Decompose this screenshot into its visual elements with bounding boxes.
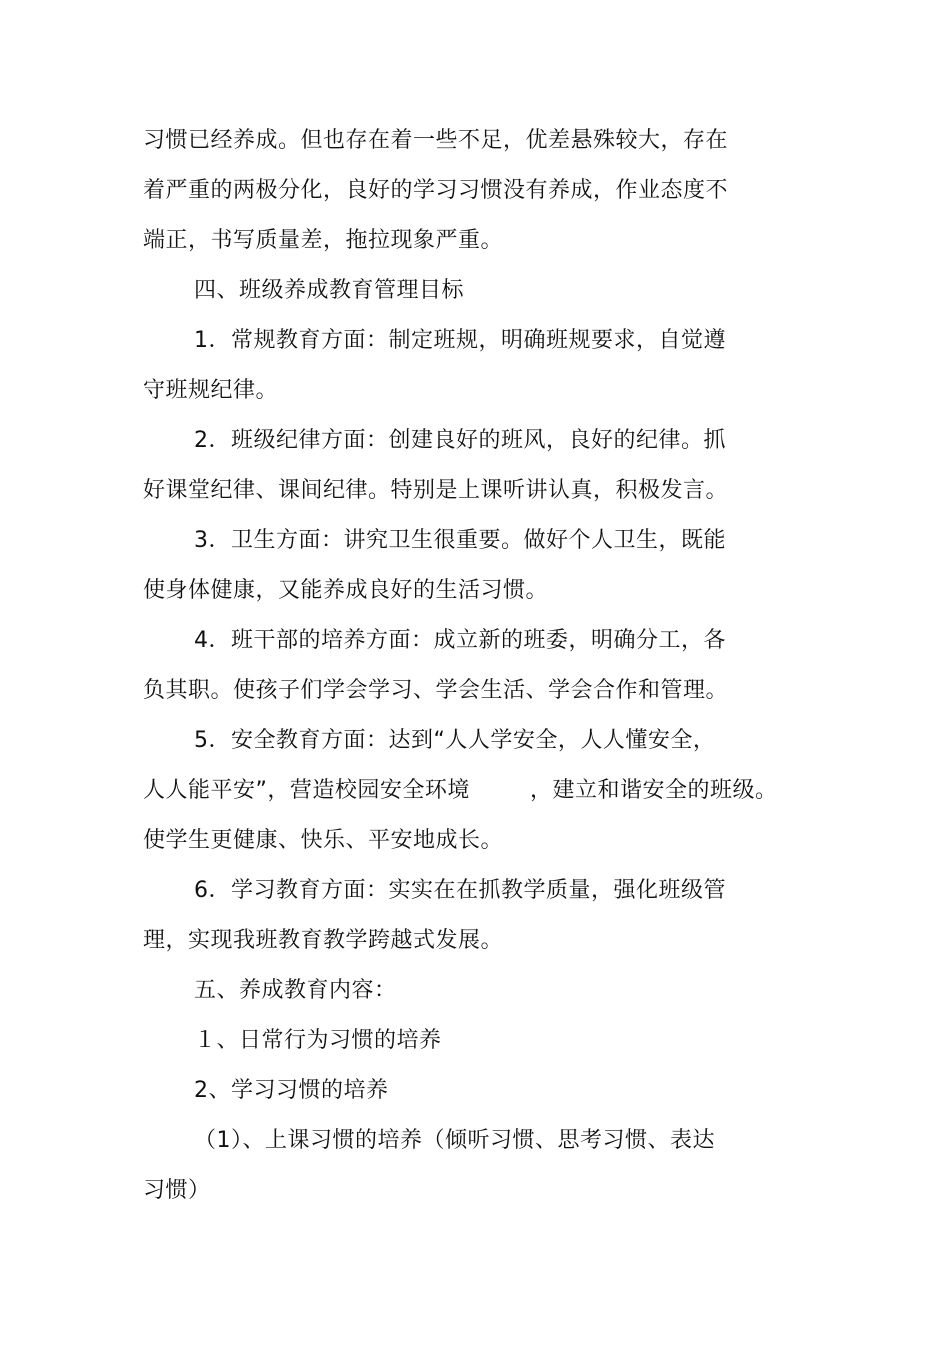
sub-list-item-continuation: 习惯） [143, 1178, 211, 1203]
paragraph-line: 习惯已经养成。但也存在着一些不足，优差悬殊较大，存在 [143, 128, 729, 153]
list-item-first-line: 5．安全教育方面：达到“人人学安全，人人懂安全， [194, 728, 716, 753]
list-item-continuation: 使身体健康，又能养成良好的生活习惯。 [143, 578, 549, 603]
paragraph-line: 端正，书写质量差，拖拉现象严重。 [143, 228, 504, 253]
list-item-continuation: 使学生更健康、快乐、平安地成长。 [143, 828, 504, 853]
list-item-first-line: 1．常规教育方面：制定班规，明确班规要求，自觉遵 [194, 328, 726, 353]
list-item-continuation: 负其职。使孩子们学会学习、学会生活、学会合作和管理。 [143, 678, 729, 703]
list-item-continuation: 理，实现我班教育教学跨越式发展。 [143, 928, 504, 953]
list-item-first-line: 6．学习教育方面：实实在在抓教学质量，强化班级管 [194, 878, 726, 903]
paragraph-line: 着严重的两极分化，良好的学习习惯没有养成，作业态度不 [143, 178, 729, 203]
list-item: １、日常行为习惯的培养 [194, 1028, 442, 1053]
list-item-first-line: 4．班干部的培养方面：成立新的班委，明确分工，各 [194, 628, 726, 653]
list-item: 2、学习习惯的培养 [194, 1078, 389, 1103]
list-item-continuation: 守班规纪律。 [143, 378, 279, 403]
list-item-first-line: 2．班级纪律方面：创建良好的班风，良好的纪律。抓 [194, 428, 726, 453]
section-heading: 四、班级养成教育管理目标 [194, 278, 465, 303]
list-item-continuation: 人人能平安”，营造校园安全环境 [143, 778, 470, 803]
list-item-first-line: 3．卫生方面：讲究卫生很重要。做好个人卫生，既能 [194, 528, 726, 553]
section-heading: 五、养成教育内容： [194, 978, 397, 1003]
sub-list-item-first-line: （1）、上课习惯的培养（倾听习惯、思考习惯、表达 [194, 1128, 715, 1153]
list-item-continuation: ，建立和谐安全的班级。 [530, 778, 778, 803]
list-item-continuation: 好课堂纪律、课间纪律。特别是上课听讲认真，积极发言。 [143, 478, 729, 503]
